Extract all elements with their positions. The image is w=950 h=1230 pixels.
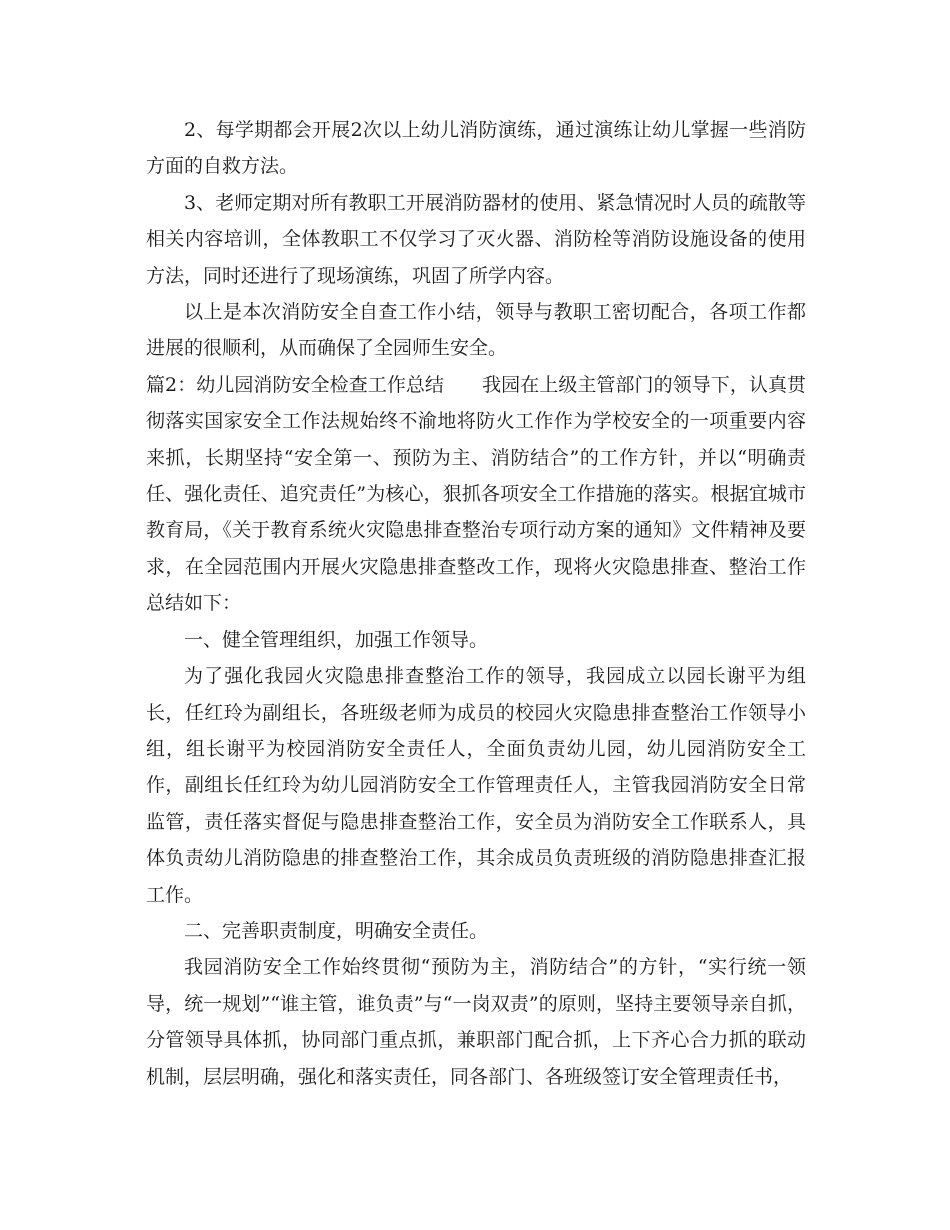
paragraph-part-two-intro: 篇2：幼儿园消防安全检查工作总结 我园在上级主管部门的领导下，认真贯彻落实国家安全工作法规始终不渝地将防火工作作为学校安全的一项重要内容来抓，长期坚持“安全第一、预防为主、消防结合”的工作方针，并以“明确责任、强化责任、追究责任”为核心，狠抓各项安全工作措施的落实。根据宜城市教育局，《关于教育系统火灾隐患排查整治专项行动方案的通知》文件精神及要求，在全园范围内开展火灾隐患排查整改工作，现将火灾隐患排查、整治工作总结如下： (146, 373, 806, 615)
document-body (146, 112, 806, 1095)
paragraph-responsibility: 我园消防安全工作始终贯彻“预防为主，消防结合”的方针，“实行统一领导，统一规划”“谁主管，谁负责”与“一岗双责”的原则，坚持主要领导亲自抓，分管领导具体抓，协同部门重点抓，兼职部门配合抓，上下齐心合力抓的联动机制，层层明确，强化和落实责任，同各部门、各班级签订安全管理责任书， (146, 956, 806, 1088)
section-heading-responsibility: 二、完善职责制度，明确安全责任。 (184, 919, 489, 942)
paragraph-training: 3、老师定期对所有教职工开展消防器材的使用、紧急情况时人员的疏散等相关内容培训，全体教职工不仅学习了灭火器、消防栓等消防设施设备的使用方法，同时还进行了现场演练，巩固了所学内容。 (146, 191, 806, 287)
section-heading-organization: 一、健全管理组织，加强工作领导。 (184, 628, 489, 651)
paragraph-organization: 为了强化我园火灾隐患排查整治工作的领导，我园成立以园长谢平为组长，任红玲为副组长，各班级老师为成员的校园火灾隐患排查整治工作领导小组，组长谢平为校园消防安全责任人，全面负责幼儿园，幼儿园消防安全工作，副组长任红玲为幼儿园消防安全工作管理责任人，主管我园消防安全日常监管，责任落实督促与隐患排查整治工作，安全员为消防安全工作联系人，具体负责幼儿消防隐患的排查整治工作，其余成员负责班级的消防隐患排查汇报工作。 (146, 665, 806, 906)
paragraph-summary: 以上是本次消防安全自查工作小结，领导与教职工密切配合，各项工作都进展的很顺利，从而确保了全园师生安全。 (146, 301, 806, 360)
paragraph-drill: 2、每学期都会开展2次以上幼儿消防演练，通过演练让幼儿掌握一些消防方面的自救方法。 (146, 119, 806, 178)
